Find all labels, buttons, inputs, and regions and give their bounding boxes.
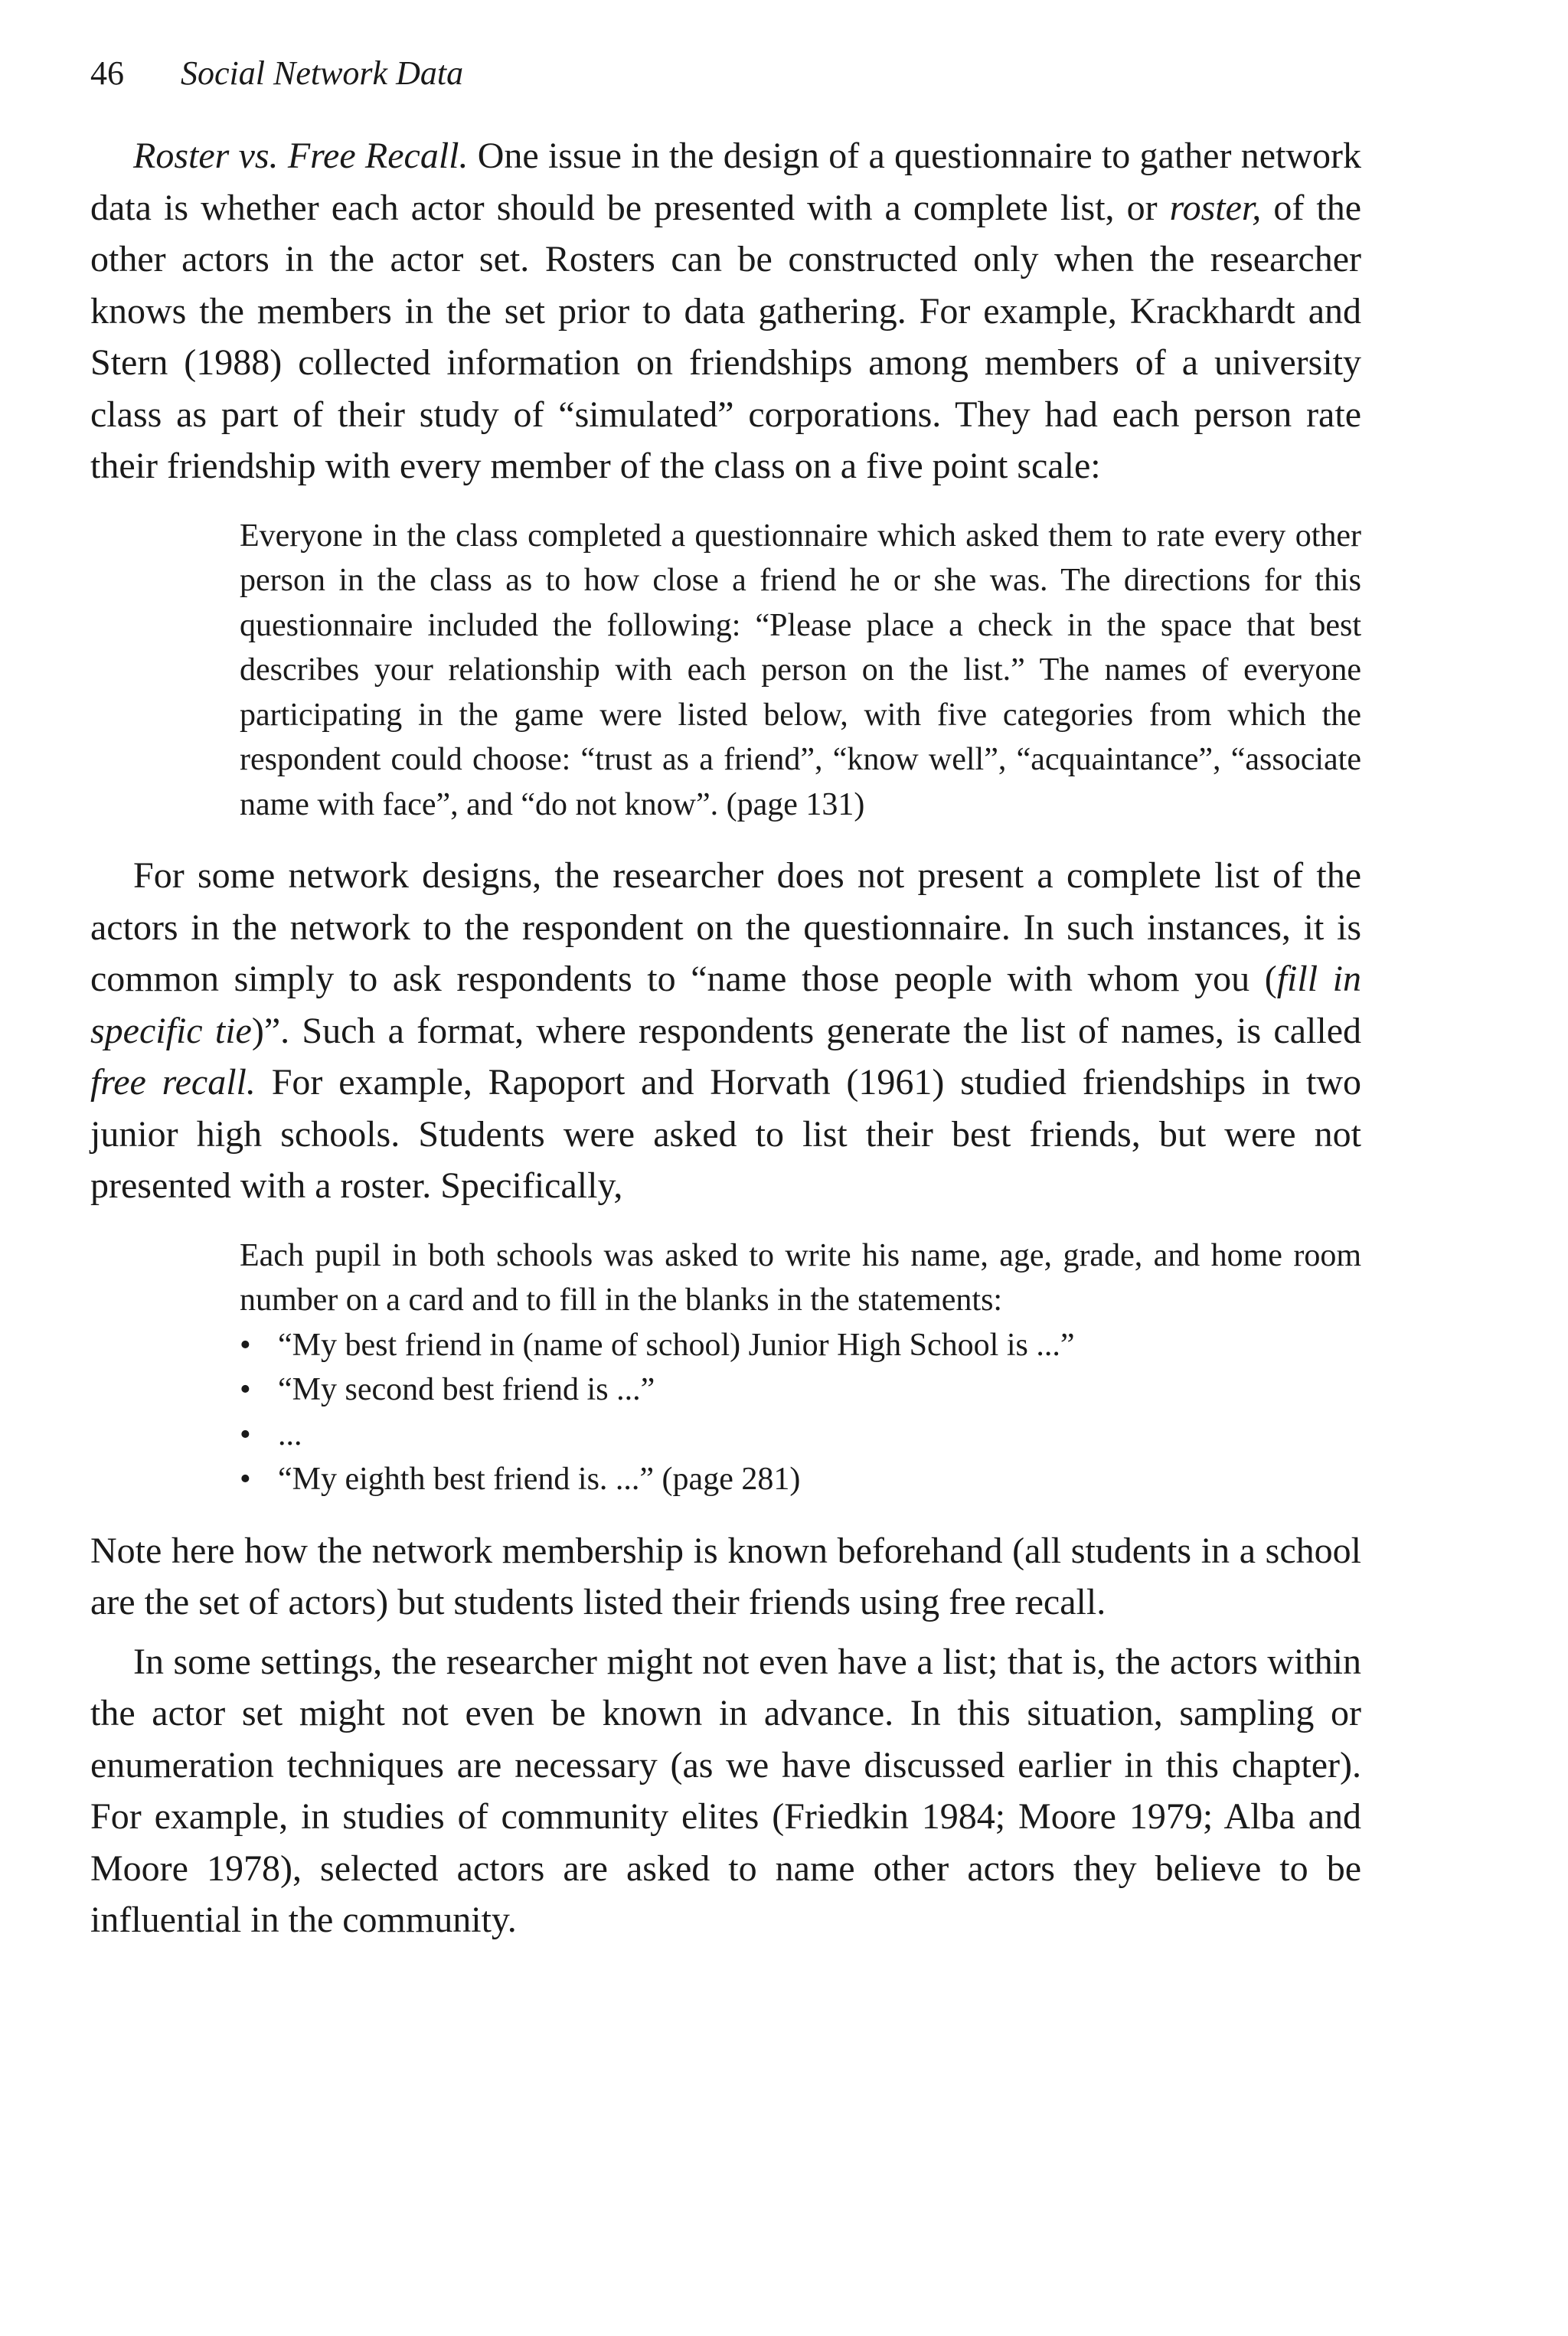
block-quote-krackhardt [240,514,1361,828]
free-recall-term: free recall. [90,1062,256,1103]
list-item: • “My second best friend is ...” [240,1367,1361,1413]
body-text [90,130,1361,1946]
paragraph-note: Note here how the network membership is known beforehand (all students in a school are the set of actors) but students listed their friends using free recall. [90,1530,1361,1622]
paragraph-sampling: In some settings, the researcher might not even have a list; that is, the actors within the actor set might not even be known in advance. In this situation, sampling or enumeration techniques are necessary (as we have discussed earlier in this chapter). For example, in studies of community elites (Friedkin 1984; Moore 1979; Alba and Moore 1978), selected actors are asked to name other actors they believe to be influential in the community. [90,1641,1361,1940]
paragraph-text: )”. Such a format, where respondents generate the list of names, is called [251,1010,1361,1051]
fill-in-term: fill in specific tie [90,959,1361,1051]
running-head [90,51,463,96]
paragraph-text: of the other actors in the actor set. Rosters can be constructed only when the researcher knows the members in the set prior to data gathering. For example, Krackhardt and Stern (1988) collected information on friendships among members of a university class as part of their study of “simulated” corporations. They had each person rate their friendship with every member of the class on a five point scale: [90,187,1361,486]
list-item: • “My eighth best friend is. ...” (page 281) [240,1457,1361,1502]
roster-term: roster, [1169,187,1262,228]
list-item: • ... [240,1413,1361,1458]
quote-text: Each pupil in both schools was asked to write his name, age, grade, and home room number on a card and to fill in the blanks in the statements: [240,1237,1361,1318]
paragraph-roster-intro [90,130,1361,492]
paragraph-text: One issue in the design of a questionnaire to gather network data is whether each actor should be presented with a complete list, or [90,136,1362,228]
section-heading: Roster vs. Free Recall. [133,136,469,176]
bullet-list [240,1323,1361,1502]
quote-text: Everyone in the class completed a questionnaire which asked them to rate every other person in the class as to how close a friend he or she was. The directions for this questionnaire included the following: “Please place a check in the space that best describes your relationship with each person on the list.” The names of everyone participating in the game were listed below, with five categories from which the respondent could choose: “trust as a friend”, “know well”, “acquaintance”, “associate name with face”, and “do not know”. (page 131) [240,518,1361,822]
running-title: Social Network Data [181,54,464,92]
paragraph-free-recall [90,850,1361,1212]
paragraph-text: For some network designs, the researcher does not present a complete list of the actors in the network to the respondent on the questionnaire. In such instances, it is common simply to ask respondents to “name those people with whom you ( [90,855,1361,999]
paragraph-text: For example, Rapoport and Horvath (1961) studied friendships in two junior high schools. Students were asked to list their best friends, but were not presented with a roster. Specifically, [90,1062,1362,1206]
block-quote-rapoport [240,1233,1361,1502]
page-number: 46 [90,54,124,92]
list-item: • “My best friend in (name of school) Junior High School is ...” [240,1323,1361,1368]
